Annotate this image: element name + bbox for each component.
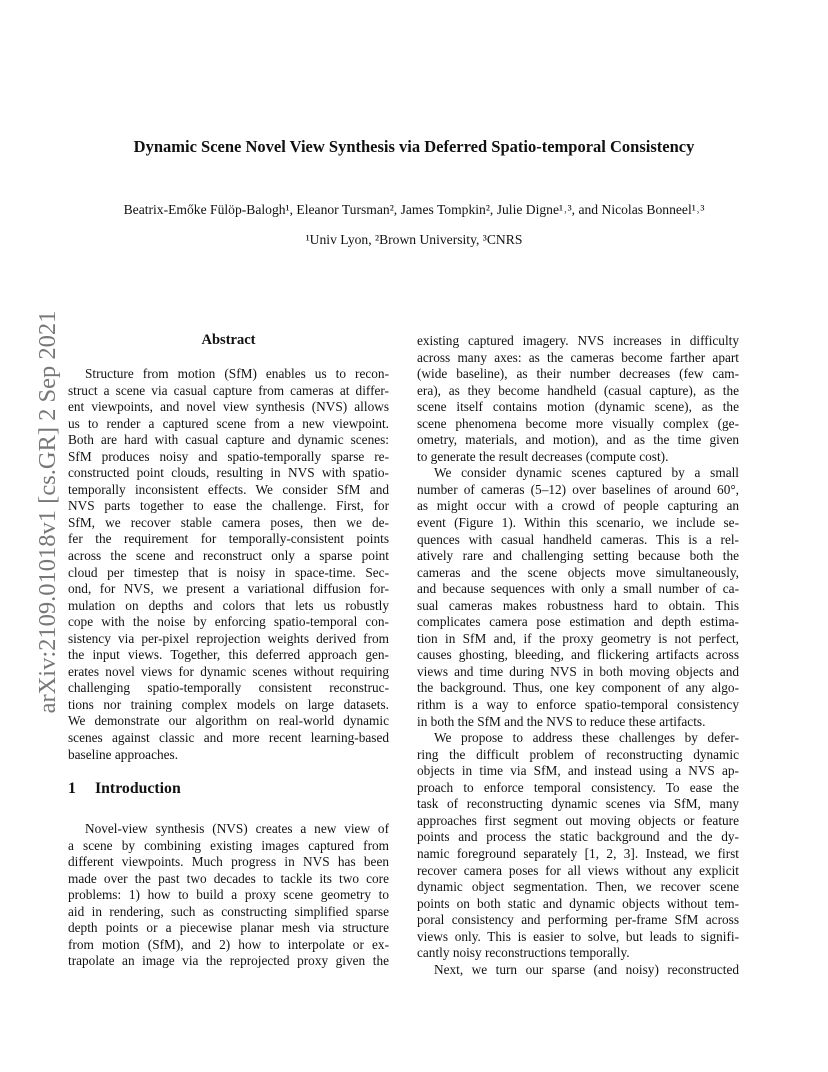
paper-affiliations: ¹Univ Lyon, ²Brown University, ³CNRS [305, 232, 523, 247]
abstract-line: ent viewpoints, and novel view synthesis (NVS) allows [68, 399, 389, 415]
abstract-line: mulation on depths and colors that lets us robustly [68, 597, 389, 613]
abstract-line: baseline approaches. [68, 746, 179, 762]
intro-line: from motion (SfM), and 2) how to interpolate or ex- [68, 936, 389, 952]
intro-line: made over the past two decades to tackle its two core [68, 870, 389, 886]
body-line: proach to enforce temporal consistency. To ease the [417, 779, 739, 795]
body-line: rithm is a way to enforce spatio-temporal consistency [417, 697, 739, 713]
abstract-body [68, 366, 389, 763]
abstract-line: Both are hard with casual capture and dynamic scenes: [68, 432, 389, 448]
body-line: poral consistency and performing per-frame SfM across [417, 912, 739, 928]
abstract-line: Structure from motion (SfM) enables us to recon- [85, 366, 389, 381]
abstract-line: We demonstrate our algorithm on real-world dynamic [68, 713, 389, 729]
body-line: and because sequences with only a small number of ca- [417, 581, 739, 597]
abstract-line: us to render a captured scene from a new viewpoint. [68, 415, 389, 431]
abstract-line: across the scene and reconstruct only a sparse point [68, 548, 389, 564]
body-line: to generate the result decreases (compute cost). [417, 448, 669, 464]
intro-line: depth points or a piecewise planar mesh via structure [68, 920, 389, 936]
body-line: views only. This is easier to solve, but leads to signifi- [417, 928, 739, 944]
body-line: (wide baseline), as their number decreases (few cam- [417, 366, 739, 382]
body-line: points on both static and dynamic objects without tem- [417, 895, 739, 911]
intro-line: aid in rendering, such as constructing simplified sparse [68, 903, 389, 919]
introduction-body [68, 821, 389, 970]
abstract-line: SfM produces noisy and spatio-temporally sparse re- [68, 448, 389, 464]
intro-line: problems: 1) how to build a proxy scene geometry to [68, 887, 389, 903]
abstract-line: struct a scene via casual capture from cameras at differ- [68, 382, 389, 398]
abstract-line: scenes against classic and more recent learning-based [68, 730, 389, 746]
abstract-line: SfM, we recover stable camera poses, then we de- [68, 514, 389, 530]
body-line: in both the SfM and the NVS to reduce these artifacts. [417, 713, 706, 729]
paper-authors: Beatrix-Emőke Fülöp-Balogh¹, Eleanor Tursman², James Tompkin², Julie Digne¹˒³, and Nicolas Bonneel¹˒³ [123, 202, 705, 217]
body-line: objects in time via SfM, and instead using a NVS ap- [417, 763, 739, 779]
body-line: tion in SfM and, if the proxy geometry is not perfect, [417, 630, 739, 646]
body-line: quences with casual handheld cameras. This is a rel- [417, 531, 739, 547]
abstract-line: erates novel views for dynamic scenes without requiring [68, 663, 389, 679]
section-heading-introduction [68, 780, 181, 798]
body-line: scene itself contains motion (dynamic scene), as the [417, 399, 739, 415]
intro-line: a scene by combining existing images captured from [68, 837, 389, 853]
body-line: views and time during NVS in both moving objects and [417, 663, 739, 679]
abstract-line: tions nor training complex models on large datasets. [68, 696, 389, 712]
body-line: as might occur with a crowd of people capturing an [417, 498, 739, 514]
abstract-line: NVS parts together to ease the challenge. First, for [68, 498, 389, 514]
abstract-line: sistency via per-pixel reprojection weights derived from [68, 630, 389, 646]
body-line: cantly noisy reconstructions temporally. [417, 945, 630, 961]
intro-line: Novel-view synthesis (NVS) creates a new view of [85, 821, 389, 836]
body-line: atively rare and challenging setting because both the [417, 548, 739, 564]
citation-ref-line[interactable]: namic foreground separately [1, 2, 3]. Instead, we first [417, 845, 739, 861]
body-line: cameras and the scene objects move simultaneously, [417, 564, 739, 580]
body-line: ometry, materials, and motion), and as the time given [417, 432, 739, 448]
body-line: ring the difficult problem of reconstructing dynamic [417, 746, 739, 762]
body-line: We consider dynamic scenes captured by a small [434, 465, 739, 481]
body-line: causes ghosting, bleeding, and flickering artifacts across [417, 647, 739, 663]
body-line: dynamic object segmentation. Then, we recover scene [417, 879, 739, 895]
body-line: Next, we turn our sparse (and noisy) reconstructed [434, 961, 739, 977]
abstract-heading: Abstract [201, 332, 256, 348]
section-number: 1 [68, 780, 76, 797]
abstract-line: constructed point clouds, resulting in NVS with spatio- [68, 465, 389, 481]
abstract-line: cloud per timestep that is noisy in space-time. Sec- [68, 564, 389, 580]
body-line: existing captured imagery. NVS increases in difficulty [417, 333, 739, 348]
body-line: complicates camera pose estimation and depth estima- [417, 614, 739, 630]
body-line: the background. Thus, one key component of any algo- [417, 680, 739, 696]
body-line: points and process the static background and the dy- [417, 829, 739, 845]
body-line: recover camera poses for all views without any explicit [417, 862, 739, 878]
abstract-line: cope with the noise by enforcing spatio-temporal con- [68, 614, 389, 630]
abstract-line: the input views. Together, this deferred approach gen- [68, 647, 389, 663]
body-line: task of reconstructing dynamic scenes via SfM, many [417, 796, 739, 812]
abstract-line: temporally inconsistent effects. We consider SfM and [68, 481, 389, 497]
body-line: era), as they become handheld (casual capture), as the [417, 382, 739, 398]
intro-line: different viewpoints. Much progress in NVS has been [68, 854, 389, 870]
paper-title: Dynamic Scene Novel View Synthesis via Deferred Spatio-temporal Consistency [133, 137, 695, 156]
abstract-line: ond, for NVS, we present a variational diffusion for- [68, 581, 389, 597]
body-line: sual cameras makes robustness hard to obtain. This [417, 597, 739, 613]
body-line: approaches first segment out moving objects or feature [417, 812, 739, 828]
right-column-body [417, 333, 739, 978]
arxiv-watermark: arXiv:2109.01018v1 [cs.GR] 2 Sep 2021 [34, 310, 61, 714]
body-line: across many axes: as the cameras become farther apart [417, 349, 739, 365]
body-line: number of cameras (5–12) over baselines of around 60°, [417, 481, 739, 497]
figure-ref-line[interactable]: event (Figure 1). Within this scenario, we include se- [417, 515, 739, 531]
body-line: We propose to address these challenges by defer- [434, 730, 739, 746]
abstract-line: challenging spatio-temporally consistent reconstruc- [68, 680, 389, 696]
body-line: scene phenomena become more visually complex (ge- [417, 415, 739, 431]
section-title: Introduction [95, 780, 181, 797]
abstract-line: fer the requirement for temporally-consistent points [68, 531, 389, 547]
intro-line: trapolate an image via the reprojected proxy given the [68, 953, 389, 969]
